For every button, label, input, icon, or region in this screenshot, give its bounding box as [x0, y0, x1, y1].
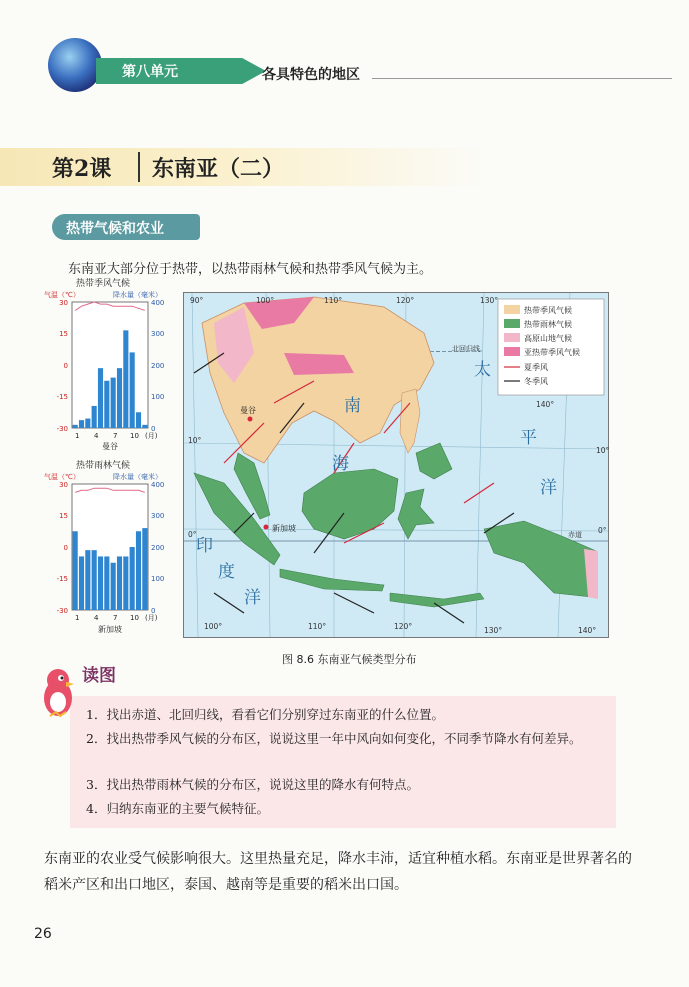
svg-text:0: 0 [151, 425, 156, 433]
precip-bar [111, 563, 116, 610]
svg-text:30: 30 [59, 481, 68, 489]
temp-label: 气温（℃） [44, 473, 80, 481]
precip-label: 降水量（毫米） [113, 473, 162, 481]
svg-text:120°: 120° [394, 622, 413, 631]
svg-text:10: 10 [130, 432, 139, 440]
right-ticks [151, 299, 164, 433]
unit-label: 第八单元 [122, 64, 178, 80]
legend-rainforest: 热带雨林气候 [524, 320, 572, 329]
precip-bar [117, 556, 122, 610]
svg-text:130°: 130° [480, 296, 499, 305]
body-paragraph: 东南亚的农业受气候影响很大。这里热量充足，降水丰沛，适宜种植水稻。东南亚是世界著名的稻米产区和出口地区，泰国、越南等是重要的稻米出口国。 [44, 851, 632, 893]
reading-question-4: 4．归纳东南亚的主要气候特征。 [86, 801, 269, 816]
city-label: 曼谷 [102, 442, 118, 451]
svg-text:130°: 130° [484, 626, 503, 635]
svg-text:400: 400 [151, 299, 165, 307]
climate-map [183, 292, 609, 638]
svg-text:200: 200 [151, 544, 165, 552]
singapore-label: 新加坡 [272, 524, 296, 533]
precip-bar [79, 420, 84, 428]
bangkok-marker [248, 417, 253, 422]
legend-highland: 高原山地气候 [524, 334, 572, 343]
precip-bar [142, 528, 147, 610]
precip-bar [98, 368, 103, 428]
svg-text:7: 7 [113, 432, 118, 440]
left-ticks [57, 481, 68, 615]
precip-bar [92, 406, 97, 428]
figure-caption: 图 8.6 东南亚气候类型分布 [282, 653, 417, 666]
legend-swatch-subtropical [504, 347, 520, 356]
svg-text:140°: 140° [536, 400, 555, 409]
legend-monsoon: 热带季风气候 [524, 306, 572, 315]
singapore-marker [264, 525, 269, 530]
map-legend [498, 299, 604, 395]
precip-bar [111, 378, 116, 428]
page-number: 26 [34, 926, 52, 942]
svg-text:300: 300 [151, 512, 165, 520]
svg-text:10: 10 [130, 614, 139, 622]
reading-question-1: 1．找出赤道、北回归线，看看它们分别穿过东南亚的什么位置。 [86, 707, 444, 722]
svg-text:10°: 10° [188, 436, 202, 445]
precip-bar [104, 381, 109, 428]
unit-title: 各具特色的地区 [262, 67, 360, 83]
svg-text:0°: 0° [598, 526, 607, 535]
precip-bar [136, 531, 141, 610]
precip-bar [73, 531, 78, 610]
svg-text:(月): (月) [145, 614, 158, 622]
legend-subtropical: 亚热带季风气候 [524, 348, 580, 357]
svg-text:(月): (月) [145, 432, 158, 440]
svg-text:海: 海 [332, 454, 349, 474]
svg-text:0: 0 [63, 362, 68, 370]
temp-label: 气温（℃） [44, 291, 80, 299]
svg-text:400: 400 [151, 481, 165, 489]
svg-text:140°: 140° [578, 626, 597, 635]
plot-frame [72, 302, 148, 428]
lesson-title: 东南亚（二） [152, 156, 285, 182]
parrot-mascot-icon [38, 664, 78, 724]
legend-swatch-monsoon [504, 305, 520, 314]
precip-bar [104, 556, 109, 610]
lesson-number: 第2课 [52, 156, 112, 182]
svg-text:印: 印 [196, 536, 213, 556]
svg-text:110°: 110° [308, 622, 327, 631]
svg-text:90°: 90° [190, 296, 204, 305]
svg-text:-30: -30 [56, 425, 68, 433]
svg-text:平: 平 [520, 428, 537, 448]
svg-text:7: 7 [113, 614, 118, 622]
climate-chart-bangkok [44, 276, 165, 456]
svg-text:30: 30 [59, 299, 68, 307]
precip-bar [79, 556, 84, 610]
svg-text:度: 度 [218, 562, 235, 582]
svg-text:-15: -15 [56, 393, 68, 401]
precip-bar [130, 547, 135, 610]
reading-title: 读图 [82, 666, 116, 686]
svg-text:100°: 100° [204, 622, 223, 631]
svg-text:0°: 0° [188, 530, 197, 539]
reading-question-3: 3．找出热带雨林气候的分布区，说说这里的降水有何特点。 [86, 777, 419, 792]
precip-bar [85, 419, 90, 428]
svg-text:-30: -30 [56, 607, 68, 615]
reading-question-2: 2．找出热带季风气候的分布区，说说这里一年中风向如何变化，不同季节降水有何差异。 [86, 731, 582, 746]
climate-chart-singapore [44, 458, 165, 642]
city-label: 新加坡 [98, 625, 122, 634]
legend-swatch-highland [504, 333, 520, 342]
svg-text:洋: 洋 [244, 588, 261, 608]
svg-text:太: 太 [474, 360, 491, 380]
legend-summer-wind: 夏季风 [524, 363, 548, 372]
precip-bar [73, 425, 78, 428]
svg-text:洋: 洋 [540, 478, 557, 498]
intro-text: 东南亚大部分位于热带，以热带雨林气候和热带季风气候为主。 [68, 262, 433, 277]
svg-text:0: 0 [151, 607, 156, 615]
x-ticks [75, 432, 158, 440]
svg-text:1: 1 [75, 432, 80, 440]
equator-label: 赤道 [568, 531, 582, 539]
precip-label: 降水量（毫米） [113, 291, 162, 299]
precip-bar [136, 412, 141, 428]
bangkok-label: 曼谷 [240, 406, 256, 415]
precip-bar [142, 425, 147, 428]
section-label: 热带气候和农业 [66, 221, 164, 237]
right-ticks [151, 481, 164, 615]
svg-text:1: 1 [75, 614, 80, 622]
svg-text:4: 4 [94, 614, 99, 622]
lesson-divider [138, 152, 140, 182]
svg-text:0: 0 [63, 544, 68, 552]
legend-swatch-rainforest [504, 319, 520, 328]
x-ticks [75, 614, 158, 622]
svg-text:-15: -15 [56, 575, 68, 583]
precip-bar [130, 352, 135, 428]
svg-text:100: 100 [151, 393, 165, 401]
precip-bar [123, 330, 128, 428]
precip-bar [92, 550, 97, 610]
precip-bar [117, 368, 122, 428]
svg-text:120°: 120° [396, 296, 415, 305]
chart-title: 热带雨林气候 [75, 461, 131, 471]
header-divider [372, 78, 672, 79]
svg-text:南: 南 [344, 396, 361, 416]
svg-text:100°: 100° [256, 296, 275, 305]
svg-text:4: 4 [94, 432, 99, 440]
globe-icon [48, 38, 102, 92]
svg-text:15: 15 [59, 330, 68, 338]
tropic-label: 北回归线 [452, 345, 480, 353]
subtropical-region-2 [284, 353, 354, 375]
svg-text:10°: 10° [596, 446, 610, 455]
chart-title: 热带季风气候 [75, 279, 131, 289]
svg-text:100: 100 [151, 575, 165, 583]
precip-bar [123, 556, 128, 610]
svg-text:15: 15 [59, 512, 68, 520]
precip-bar [98, 556, 103, 610]
left-ticks [57, 299, 68, 433]
svg-text:110°: 110° [324, 296, 343, 305]
svg-text:300: 300 [151, 330, 165, 338]
svg-text:200: 200 [151, 362, 165, 370]
legend-winter-wind: 冬季风 [524, 377, 548, 386]
precip-bar [85, 550, 90, 610]
